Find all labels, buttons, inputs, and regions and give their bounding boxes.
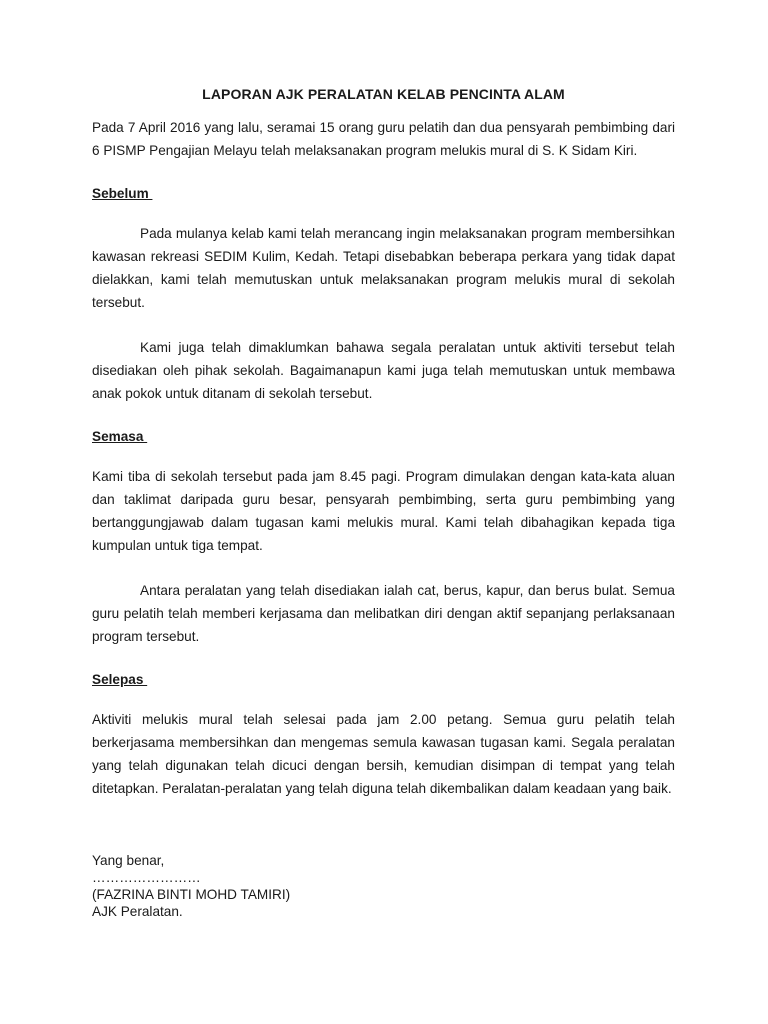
section-heading-selepas: Selepas	[92, 672, 148, 687]
intro-paragraph: Pada 7 April 2016 yang lalu, seramai 15 orang guru pelatih dan dua pensyarah pembimbing dari 6 PISMP Pengajian Melayu telah melaksanakan program melukis mural di S. K Sidam Kiri.	[92, 120, 675, 158]
closing-block	[92, 852, 675, 920]
section-heading-sebelum: Sebelum	[92, 186, 153, 201]
semasa-paragraph-1: Kami tiba di sekolah tersebut pada jam 8.45 pagi. Program dimulakan dengan kata-kata aluan dan taklimat daripada guru besar, pensyarah pembimbing, serta guru pembimbing yang bertanggungjawab dalam tugasan kami melukis mural. Kami telah dibahagikan kepada tiga kumpulan untuk tiga tempat.	[92, 469, 675, 553]
signature-line: ……………………	[92, 870, 201, 885]
section-heading-semasa: Semasa	[92, 429, 148, 444]
document-page	[92, 84, 675, 920]
report-title: LAPORAN AJK PERALATAN KELAB PENCINTA ALAM	[202, 86, 565, 102]
signatory-position: AJK Peralatan.	[92, 904, 183, 919]
semasa-paragraph-2: Antara peralatan yang telah disediakan ialah cat, berus, kapur, dan berus bulat. Semua guru pelatih telah memberi kerjasama dan melibatkan diri dengan aktif sepanjang perlaksanaan program tersebut.	[92, 583, 675, 644]
sebelum-paragraph-2: Kami juga telah dimaklumkan bahawa segala peralatan untuk aktiviti tersebut telah disediakan oleh pihak sekolah. Bagaimanapun kami juga telah memutuskan untuk membawa anak pokok untuk ditanam di sekolah tersebut.	[92, 340, 675, 401]
salutation: Yang benar,	[92, 853, 165, 868]
signatory-name: (FAZRINA BINTI MOHD TAMIRI)	[92, 887, 291, 902]
selepas-paragraph-1: Aktiviti melukis mural telah selesai pada jam 2.00 petang. Semua guru pelatih telah berkerjasama membersihkan dan mengemas semula kawasan tugasan kami. Segala peralatan yang telah digunakan telah dicuci dengan bersih, kemudian disimpan di tempat yang telah ditetapkan. Peralatan-peralatan yang telah diguna telah dikembalikan dalam keadaan yang baik.	[92, 712, 675, 796]
sebelum-paragraph-1: Pada mulanya kelab kami telah merancang ingin melaksanakan program membersihkan kawasan rekreasi SEDIM Kulim, Kedah. Tetapi disebabkan beberapa perkara yang tidak dapat dielakkan, kami telah memutuskan untuk melaksanakan program melukis mural di sekolah tersebut.	[92, 226, 675, 310]
